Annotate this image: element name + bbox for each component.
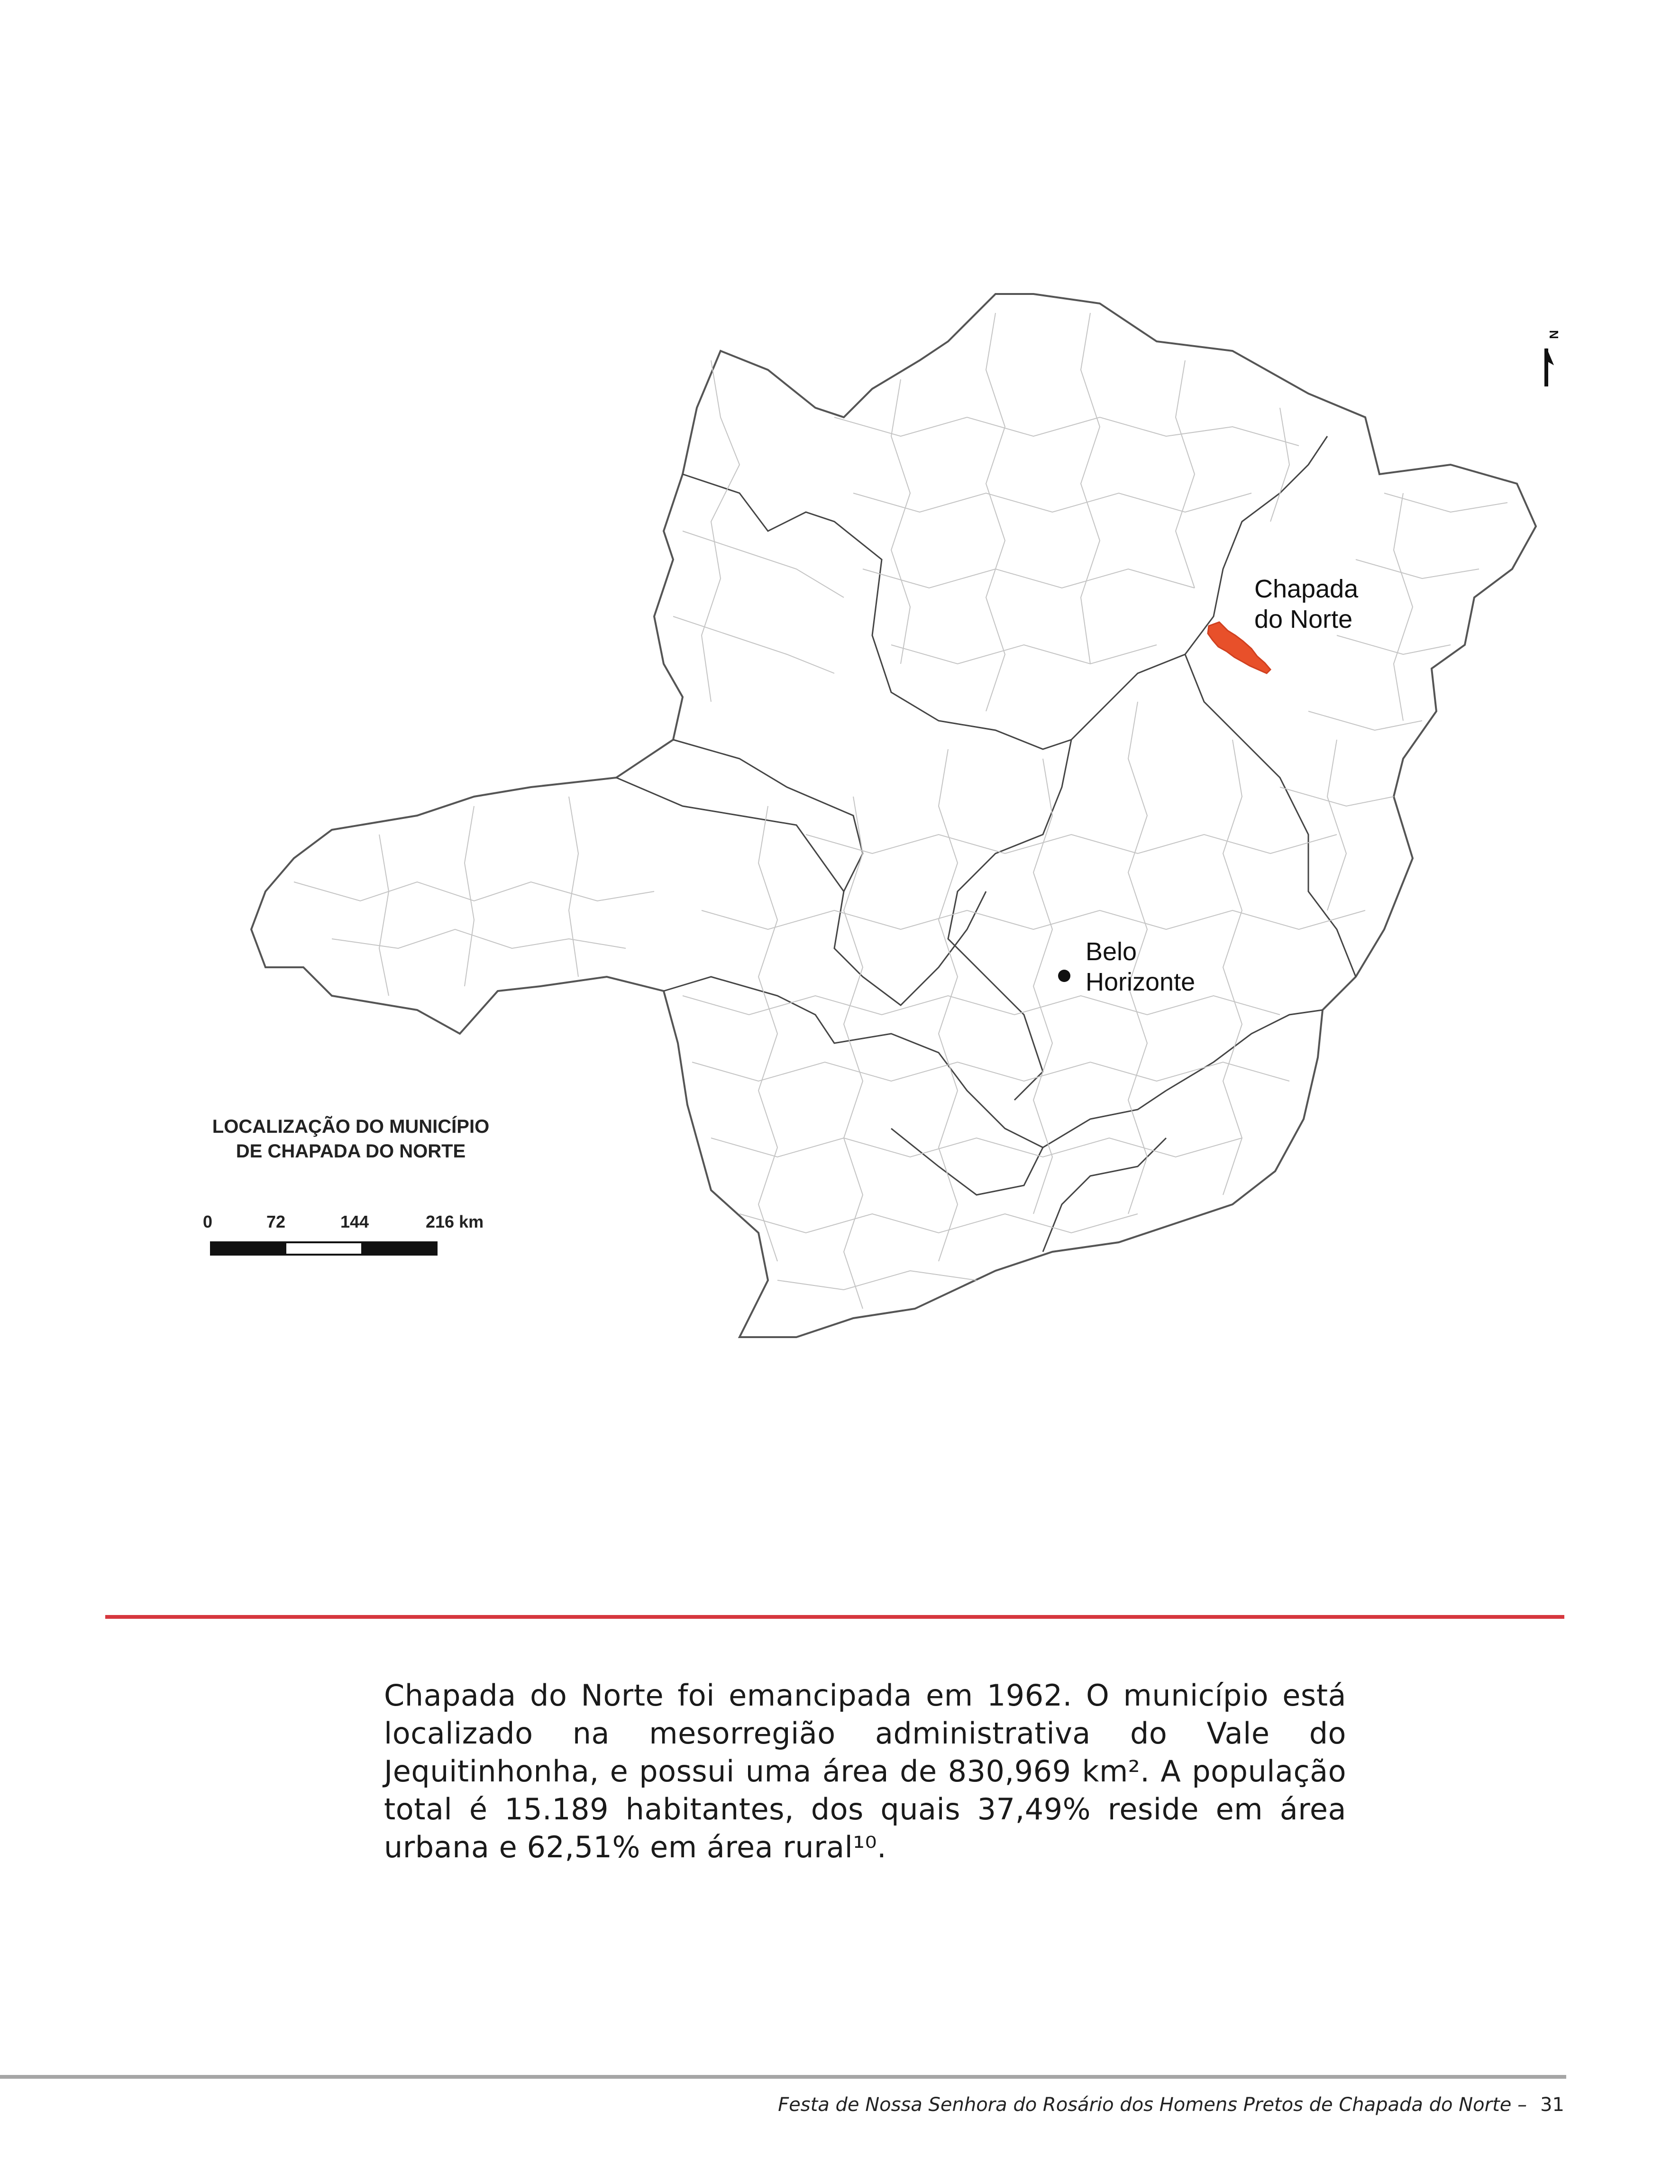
scale-segment [361, 1243, 436, 1254]
scale-label-216: 216 km [426, 1212, 484, 1231]
north-arrow [1546, 349, 1553, 386]
body-paragraph: Chapada do Norte foi emancipada em 1962. O município está localizado na mesorregião administrativa do Vale do Jequitinhonha, e possui uma área de 830,969 km². A população total é 15.189 habitantes, dos quais 37,49% reside em área urbana e 62,51% em área rural¹⁰. [384, 1678, 1346, 1864]
scale-label-72: 72 [266, 1212, 286, 1231]
scale-segment [212, 1243, 286, 1254]
scale-labels [199, 1212, 531, 1236]
north-label: N [1546, 330, 1561, 339]
scale-segment [286, 1243, 361, 1254]
belo-horizonte-marker [1058, 970, 1070, 982]
footer-divider [0, 2075, 1566, 2079]
state-outline [251, 294, 1536, 1337]
page-number: 31 [1540, 2094, 1564, 2116]
scale-label-144: 144 [340, 1212, 369, 1231]
label-belo-horizonte: Belo Horizonte [1086, 937, 1196, 996]
footer [778, 2094, 1564, 2116]
map-title: LOCALIZAÇÃO DO MUNICÍPIO DE CHAPADA DO NORTE [212, 1116, 490, 1162]
red-divider [105, 1615, 1564, 1619]
footer-title: Festa de Nossa Senhora do Rosário dos Homens Pretos de Chapada do Norte – [778, 2094, 1527, 2116]
label-chapada-do-norte: Chapada do Norte [1254, 575, 1359, 633]
scale-label-0: 0 [203, 1212, 213, 1231]
scale-bar [210, 1241, 438, 1256]
